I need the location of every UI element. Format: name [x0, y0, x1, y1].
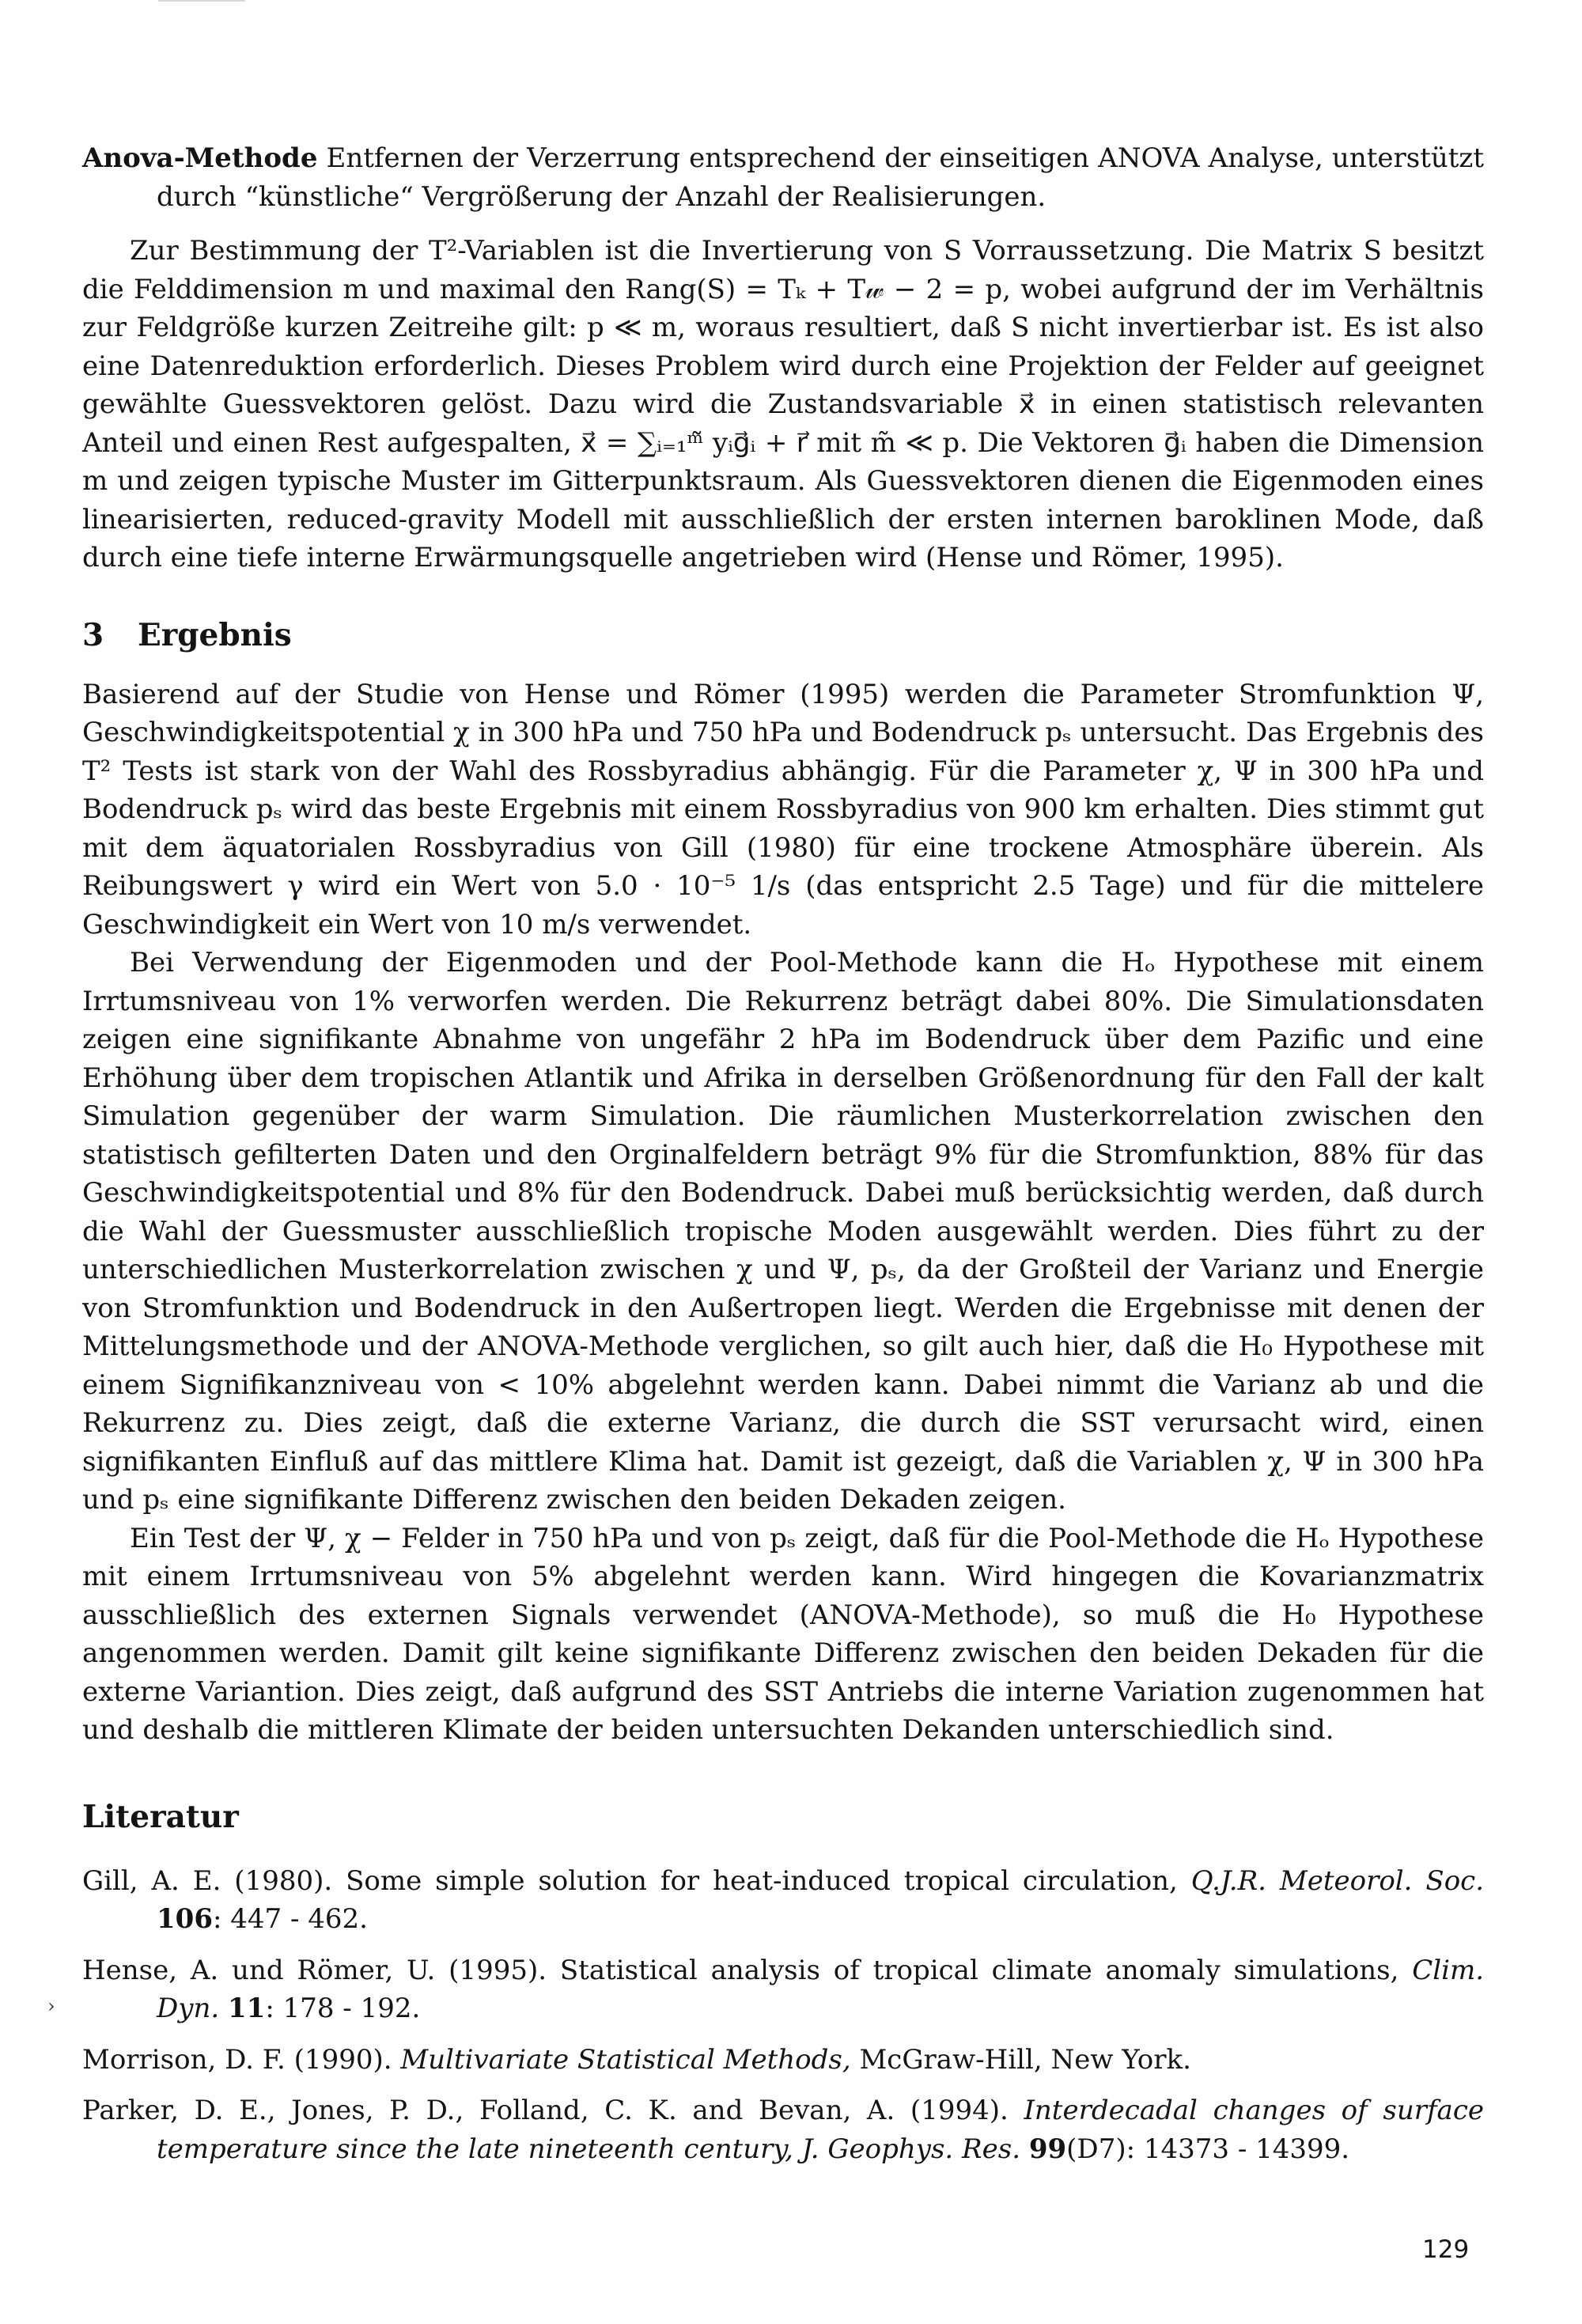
ref-journal: J. Geophys. Res.	[801, 2133, 1021, 2165]
ref-title: Statistical analysis of tropical climate anomaly simulations,	[559, 1954, 1399, 1986]
ref-journal: Q.J.R. Meteorol. Soc.	[1190, 1864, 1485, 1897]
results-paragraph-1: Basierend auf der Studie von Hense und Römer (1995) werden die Parameter Stromfunktion Ψ, Geschwindigkeitspotential χ in 300 hPa und 750 hPa und Bodendruck pₛ untersucht. Das Ergebnis des T² Tests ist stark von der Wahl des Rossbyradius abhängig. Für die Parameter χ, Ψ in 300 hPa und Bodendruck pₛ wird das beste Ergebnis mit einem Rossbyradius von 900 km erhalten. Dies stimmt gut mit dem äquatorialen Rossbyradius von Gill (1980) für eine trockene Atmosphäre überein. Als Reibungswert γ wird ein Wert von 5.0 · 10⁻⁵ 1/s (das entspricht 2.5 Tage) und für die mittelere Geschwindigkeit ein Wert von 10 m/s verwendet.	[82, 678, 1484, 941]
definition-term: Anova-Methode	[82, 142, 318, 174]
reference-item	[82, 1862, 1484, 1939]
ref-pages: (D7): 14373 - 14399.	[1066, 2133, 1350, 2165]
results-paragraph-3: Ein Test der Ψ, χ − Felder in 750 hPa und von pₛ zeigt, daß für die Pool-Methode die Hₒ Hypothese mit einem Irrtumsniveau von 5% abgelehnt werden kann. Wird hingegen die Kovarianzmatrix ausschließlich des externen Signals verwendet (ANOVA-Methode), so muß die H₀ Hypothese angenommen werden. Damit gilt keine signifikante Differenz zwischen den beiden Dekaden für die externe Variantion. Dies zeigt, daß aufgrund des SST Antriebs die interne Variation zugenommen hat und deshalb die mittleren Klimate der beiden untersuchten Dekanden unterschiedlich sind.	[82, 1522, 1484, 1746]
ref-volume: 99	[1028, 2133, 1067, 2165]
main-text	[82, 139, 1484, 2181]
ref-authors: Parker, D. E., Jones, P. D., Folland, C. K. and Bevan, A. (1994).	[82, 2095, 1009, 2126]
definition-text: Entfernen der Verzerrung entsprechend der einseitigen ANOVA Analyse, unterstützt durch “künstliche“ Vergrößerung der Anzahl der Realisierungen.	[157, 142, 1484, 213]
definition-item	[82, 139, 1484, 216]
results-paragraph-2: Bei Verwendung der Eigenmoden und der Pool-Methode kann die Hₒ Hypothese mit einem Irrtumsniveau von 1% verworfen werden. Die Rekurrenz beträgt dabei 80%. Die Simulationsdaten zeigen eine signifikante Abnahme von ungefähr 2 hPa im Bodendruck über dem Pazific und eine Erhöhung über dem tropischen Atlantik und Afrika in derselben Größenordnung für den Fall der kalt Simulation gegenüber der warm Simulation. Die räumlichen Musterkorrelation zwischen den statistisch gefilterten Daten und den Orginalfeldern beträgt 9% für die Stromfunktion, 88% für das Geschwindigkeitspotential und 8% für den Bodendruck. Dabei muß berücksichtig werden, daß durch die Wahl der Guessmuster ausschließlich tropische Moden ausgewählt werden. Dies führt zu der unterschiedlichen Musterkorrelation zwischen χ und Ψ, pₛ, da der Großteil der Varianz und Energie von Stromfunktion und Bodendruck in den Außertropen liegt. Werden die Ergebnisse mit denen der Mittelungsmethode und der ANOVA-Methode verglichen, so gilt auch hier, daß die H₀ Hypothese mit einem Signifikanzniveau von < 10% abgelehnt werden kann. Dabei nimmt die Varianz ab und die Rekurrenz zu. Dies zeigt, daß die externe Varianz, die durch die SST verursacht wird, einen signifikanten Einfluß auf das mittlere Klima hat. Damit ist gezeigt, daß die Variablen χ, Ψ in 300 hPa und pₛ eine signifikante Differenz zwischen den beiden Dekaden zeigen.	[82, 947, 1484, 1516]
ref-authors: Gill, A. E. (1980).	[82, 1864, 333, 1897]
ref-volume: 106	[157, 1903, 213, 1935]
ref-authors: Morrison, D. F. (1990).	[82, 2043, 392, 2076]
ref-volume: 11	[228, 1993, 266, 2024]
reference-item	[82, 2041, 1484, 2080]
ref-title: Some simple solution for heat-induced tropical circulation,	[346, 1864, 1178, 1897]
ref-title: Interdecadal changes of surface temperature since the late nineteenth century,	[157, 2095, 1484, 2165]
ref-pages: : 447 - 462.	[212, 1903, 368, 1935]
section-number: 3	[82, 616, 104, 653]
margin-mark: ›	[47, 1995, 55, 2017]
scan-edge-mark	[158, 0, 245, 2]
intro-paragraph: Zur Bestimmung der T²-Variablen ist die Invertierung von S Vorraussetzung. Die Matrix S besitzt die Felddimension m und maximal den Rang(S) = Tₖ + T𝓌 − 2 = p, wobei aufgrund der im Verhältnis zur Feldgröße kurzen Zeitreihe gilt: p ≪ m, woraus resultiert, daß S nicht invertierbar ist. Es ist also eine Datenreduktion erforderlich. Dieses Problem wird durch eine Projektion der Felder auf geeignet gewählte Guessvektoren gelöst. Dazu wird die Zustandsvariable x⃗ in einen statistisch relevanten Anteil und einen Rest aufgespalten, x⃗ = ∑ᵢ₌₁ᵐ̃ yᵢg⃗ᵢ + r⃗ mit m̃ ≪ p. Die Vektoren g⃗ᵢ haben die Dimension m und zeigen typische Muster im Gitterpunktsraum. Als Guessvektoren dienen die Eigenmoden eines linearisierten, reduced-gravity Modell mit ausschließlich der ersten internen baroklinen Mode, daß durch eine tiefe interne Erwärmungsquelle angetrieben wird (Hense und Römer, 1995).	[82, 235, 1484, 573]
page-number: 129	[1422, 2235, 1470, 2264]
section-heading	[82, 615, 1484, 655]
references-heading: Literatur	[82, 1798, 239, 1835]
ref-authors: Hense, A. und Römer, U. (1995).	[82, 1954, 547, 1986]
ref-book-title: Multivariate Statistical Methods,	[400, 2043, 851, 2076]
reference-item	[82, 1951, 1484, 2028]
reference-item	[82, 2091, 1484, 2168]
ref-journal: Clim. Dyn.	[157, 1954, 1485, 2024]
section-title: Ergebnis	[138, 616, 292, 653]
ref-pages: : 178 - 192.	[265, 1993, 421, 2024]
ref-publisher: McGraw-Hill, New York.	[859, 2043, 1191, 2076]
